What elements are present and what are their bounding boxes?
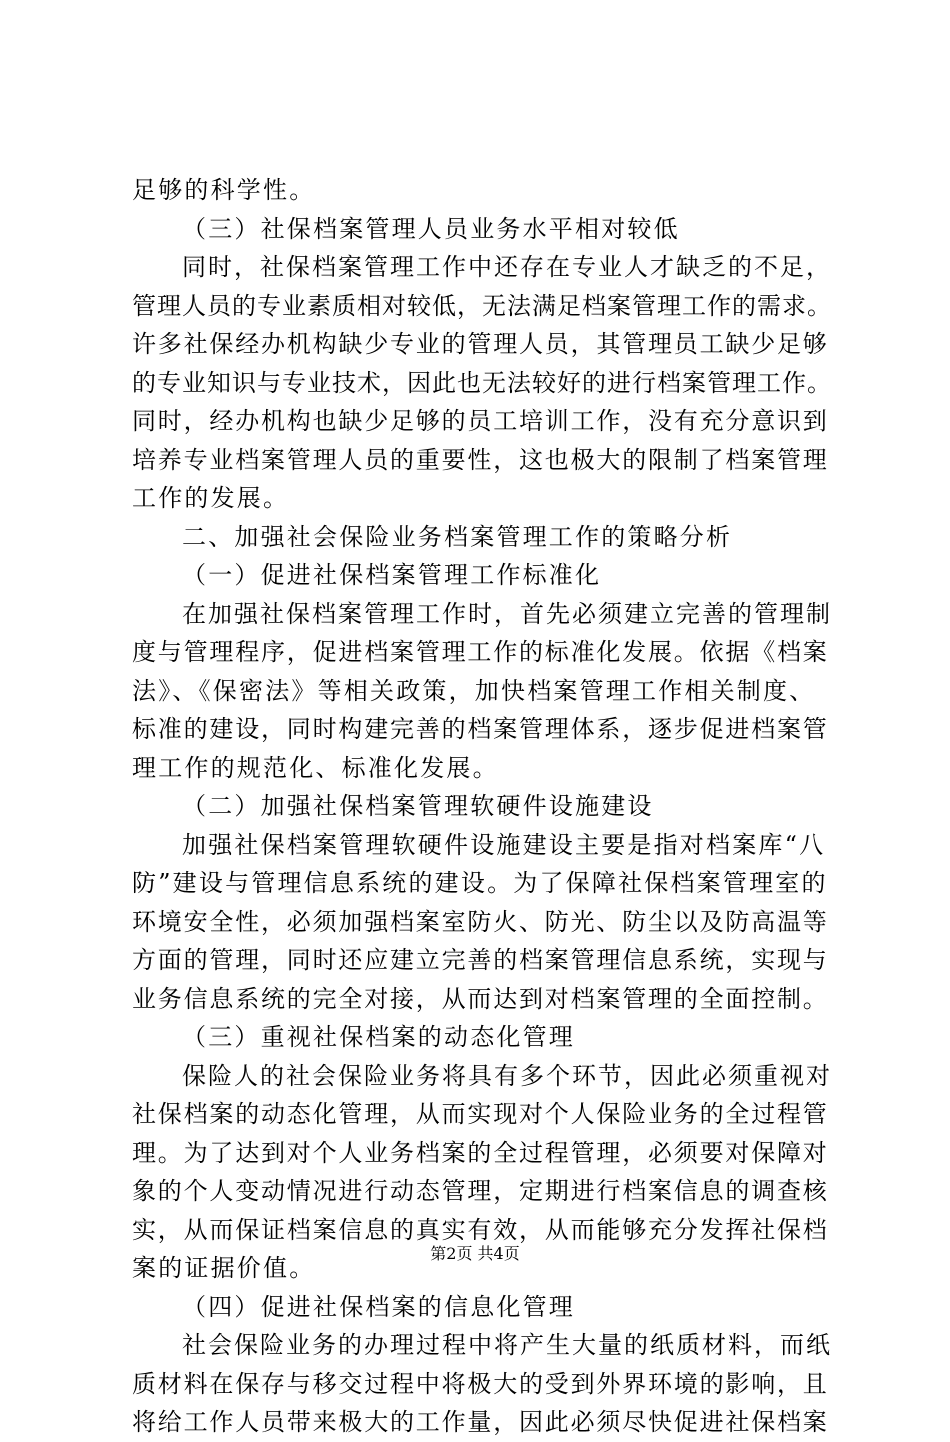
text-line: 环境安全性，必须加强档案室防火、防光、防尘以及防高温等 (132, 907, 829, 936)
text-line: 工作的发展。 (132, 484, 290, 512)
text-line: 同时，经办机构也缺少足够的员工培训工作，没有充分意识到 (132, 407, 829, 435)
text-line: 培养专业档案管理人员的重要性，这也极大的限制了档案管理 (132, 445, 829, 474)
text-line: （三）重视社保档案的动态化管理 (182, 1023, 575, 1051)
text-line: 将给工作人员带来极大的工作量，因此必须尽快促进社保档案 (132, 1408, 829, 1436)
text-line: 实，从而保证档案信息的真实有效，从而能够充分发挥社保档 (132, 1215, 829, 1244)
text-line: 业务信息系统的完全对接，从而达到对档案管理的全面控制。 (132, 984, 829, 1013)
text-line: 法》、《保密法》等相关政策，加快档案管理工作相关制度、 (132, 676, 816, 705)
text-line: 二、加强社会保险业务档案管理工作的策略分析 (182, 522, 733, 551)
text-line: 防”建设与管理信息系统的建设。为了保障社保档案管理室的 (132, 869, 828, 897)
text-line: 理。为了达到对个人业务档案的全过程管理，必须要对保障对 (132, 1138, 829, 1167)
text-line: 的专业知识与专业技术，因此也无法较好的进行档案管理工作。 (132, 368, 832, 397)
text-line: 足够的科学性。 (132, 176, 316, 204)
text-line: 管理人员的专业素质相对较低，无法满足档案管理工作的需求。 (132, 291, 832, 320)
text-line: 社保档案的动态化管理，从而实现对个人保险业务的全过程管 (132, 1100, 829, 1128)
text-line: 保险人的社会保险业务将具有多个环节，因此必须重视对 (182, 1061, 832, 1090)
text-line: 案的证据价值。 (132, 1254, 316, 1282)
text-line: 社会保险业务的办理过程中将产生大量的纸质材料，而纸 (182, 1331, 832, 1359)
text-line: （四）促进社保档案的信息化管理 (182, 1292, 575, 1321)
text-line: 加强社保档案管理软硬件设施建设主要是指对档案库“八 (182, 830, 826, 859)
text-line: 度与管理程序，促进档案管理工作的标准化发展。依据《档案 (132, 638, 829, 666)
text-line: 标准的建设，同时构建完善的档案管理体系，逐步促进档案管 (132, 715, 829, 743)
text-line: 许多社保经办机构缺少专业的管理人员，其管理员工缺少足够 (132, 330, 829, 358)
text-line: 方面的管理，同时还应建立完善的档案管理信息系统，实现与 (132, 946, 829, 974)
page-footer: 第2页 共4页 (430, 1244, 520, 1263)
text-line: 象的个人变动情况进行动态管理，定期进行档案信息的调查核 (132, 1177, 829, 1205)
text-line: 同时，社保档案管理工作中还存在专业人才缺乏的不足， (182, 253, 832, 281)
text-line: （二）加强社保档案管理软硬件设施建设 (182, 792, 654, 820)
text-line: 理工作的规范化、标准化发展。 (132, 753, 499, 782)
text-line: （一）促进社保档案管理工作标准化 (182, 561, 602, 589)
text-line: 在加强社保档案管理工作时，首先必须建立完善的管理制 (182, 599, 832, 628)
text-line: 质材料在保存与移交过程中将极大的受到外界环境的影响，且 (132, 1369, 829, 1398)
text-line: （三）社保档案管理人员业务水平相对较低 (182, 214, 680, 243)
